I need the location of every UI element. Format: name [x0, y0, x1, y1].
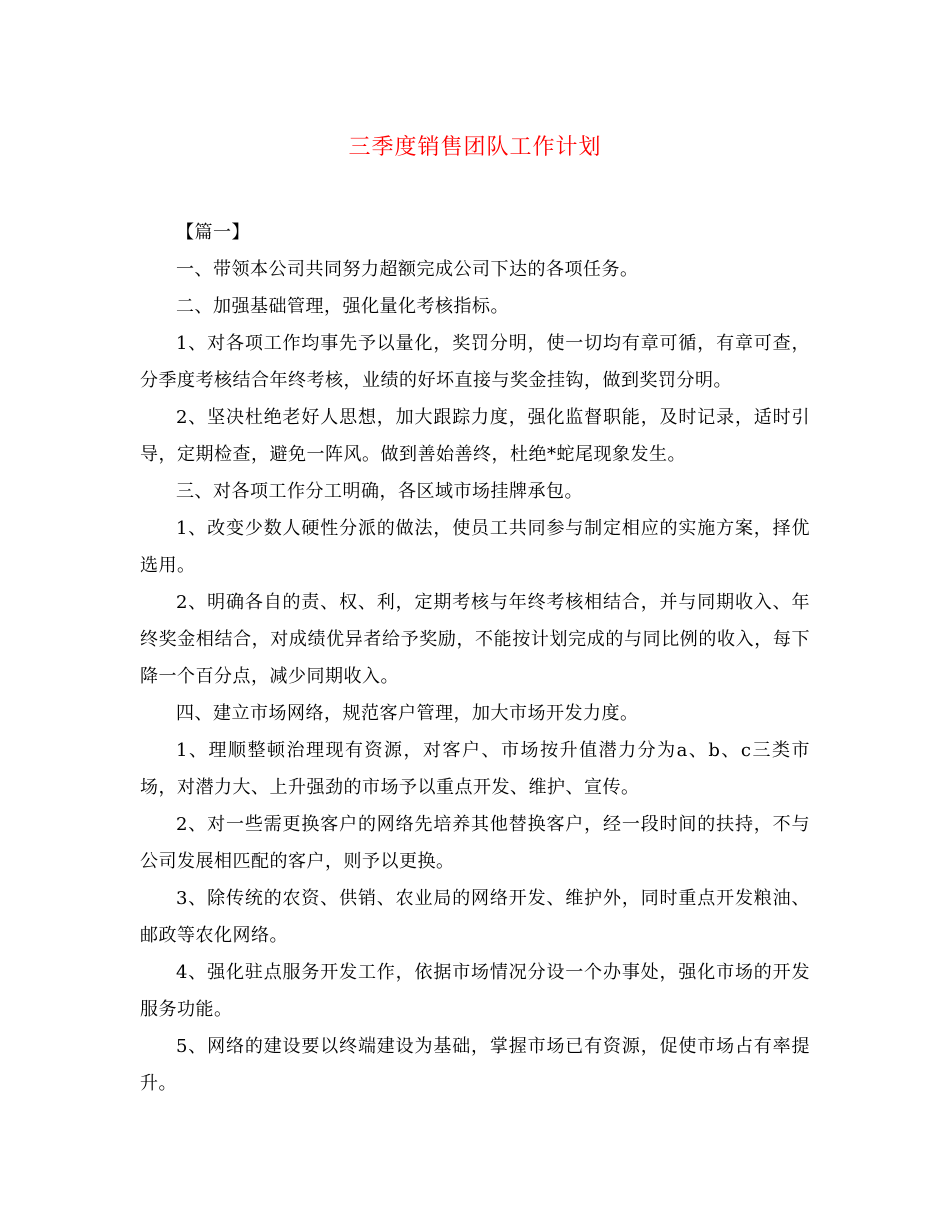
paragraph: 4、强化驻点服务开发工作，依据市场情况分设一个办事处，强化市场的开发服务功能。	[140, 962, 810, 1020]
paragraph: 2、对一些需更换客户的网络先培养其他替换客户，经一段时间的扶持，不与公司发展相匹配的客户，则予以更换。	[140, 814, 810, 872]
section-label: 【篇一】	[176, 222, 250, 243]
paragraph: 1、对各项工作均事先予以量化，奖罚分明，使一切均有章可循，有章可查，分季度考核结合年终考核，业绩的好坏直接与奖金挂钩，做到奖罚分明。	[140, 333, 810, 391]
paragraph: 三、对各项工作分工明确，各区域市场挂牌承包。	[176, 481, 583, 502]
paragraph: 二、加强基础管理，强化量化考核指标。	[176, 296, 509, 317]
paragraph: 2、坚决杜绝老好人思想，加大跟踪力度，强化监督职能，及时记录，适时引导，定期检查，避免一阵风。做到善始善终，杜绝*蛇尾现象发生。	[140, 407, 810, 465]
paragraph: 3、除传统的农资、供销、农业局的网络开发、维护外，同时重点开发粮油、邮政等农化网络。	[140, 888, 810, 946]
document-title: 三季度销售团队工作计划	[348, 135, 602, 160]
paragraph: 一、带领本公司共同努力超额完成公司下达的各项任务。	[176, 259, 639, 280]
paragraph: 5、网络的建设要以终端建设为基础，掌握市场已有资源，促使市场占有率提升。	[140, 1036, 810, 1094]
document-body	[140, 214, 810, 1102]
paragraph: 1、改变少数人硬性分派的做法，使员工共同参与制定相应的实施方案，择优选用。	[140, 518, 810, 576]
paragraph: 2、明确各自的责、权、利，定期考核与年终考核相结合，并与同期收入、年终奖金相结合，对成绩优异者给予奖励，不能按计划完成的与同比例的收入，每下降一个百分点，减少同期收入。	[140, 592, 810, 687]
paragraph: 1、理顺整顿治理现有资源，对客户、市场按升值潜力分为a、b、c三类市场，对潜力大、上升强劲的市场予以重点开发、维护、宣传。	[140, 740, 810, 798]
paragraph: 四、建立市场网络，规范客户管理，加大市场开发力度。	[176, 703, 639, 724]
